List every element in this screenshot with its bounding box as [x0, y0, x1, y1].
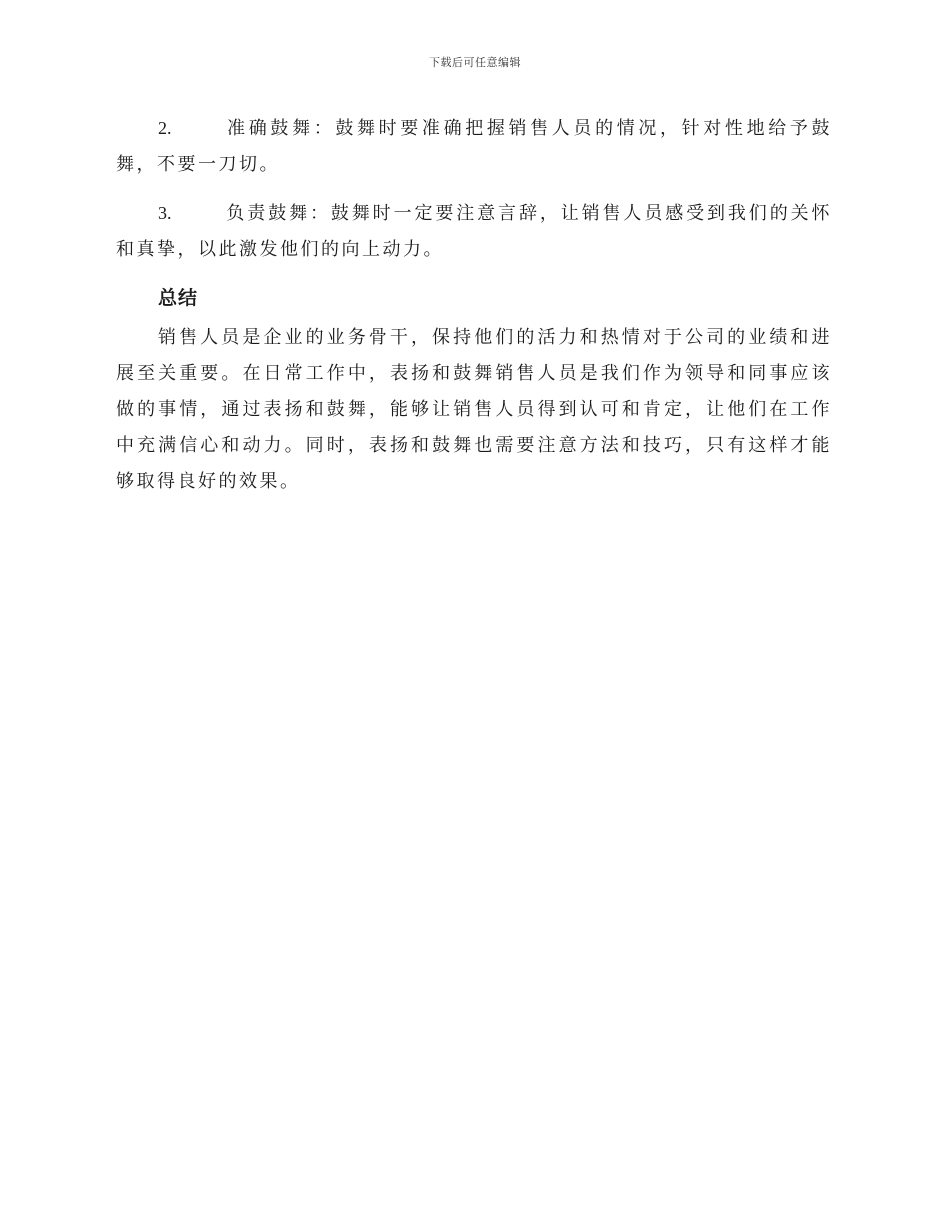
page-header: 下载后可任意编辑: [429, 56, 521, 69]
list-item-3: [116, 195, 832, 268]
list-item-text: 准确鼓舞：鼓舞时要准确把握销售人员的情况，针对性地给予鼓舞，不要一刀切。: [116, 118, 832, 175]
section-heading: 总结: [158, 287, 199, 309]
summary-paragraph: 销售人员是企业的业务骨干，保持他们的活力和热情对于公司的业绩和进展至关重要。在日常工作中，表扬和鼓舞销售人员是我们作为领导和同事应该做的事情，通过表扬和鼓舞，能够让销售人员得到认可和肯定，让他们在工作中充满信心和动力。同时，表扬和鼓舞也需要注意方法和技巧，只有这样才能够取得良好的效果。: [116, 327, 832, 492]
list-number: 3.: [158, 203, 172, 223]
list-item-2: [116, 110, 832, 183]
document-body: [116, 110, 832, 512]
list-number: 2.: [158, 118, 172, 138]
list-item-text: 负责鼓舞：鼓舞时一定要注意言辞，让销售人员感受到我们的关怀和真挚，以此激发他们的向上动力。: [116, 203, 832, 260]
